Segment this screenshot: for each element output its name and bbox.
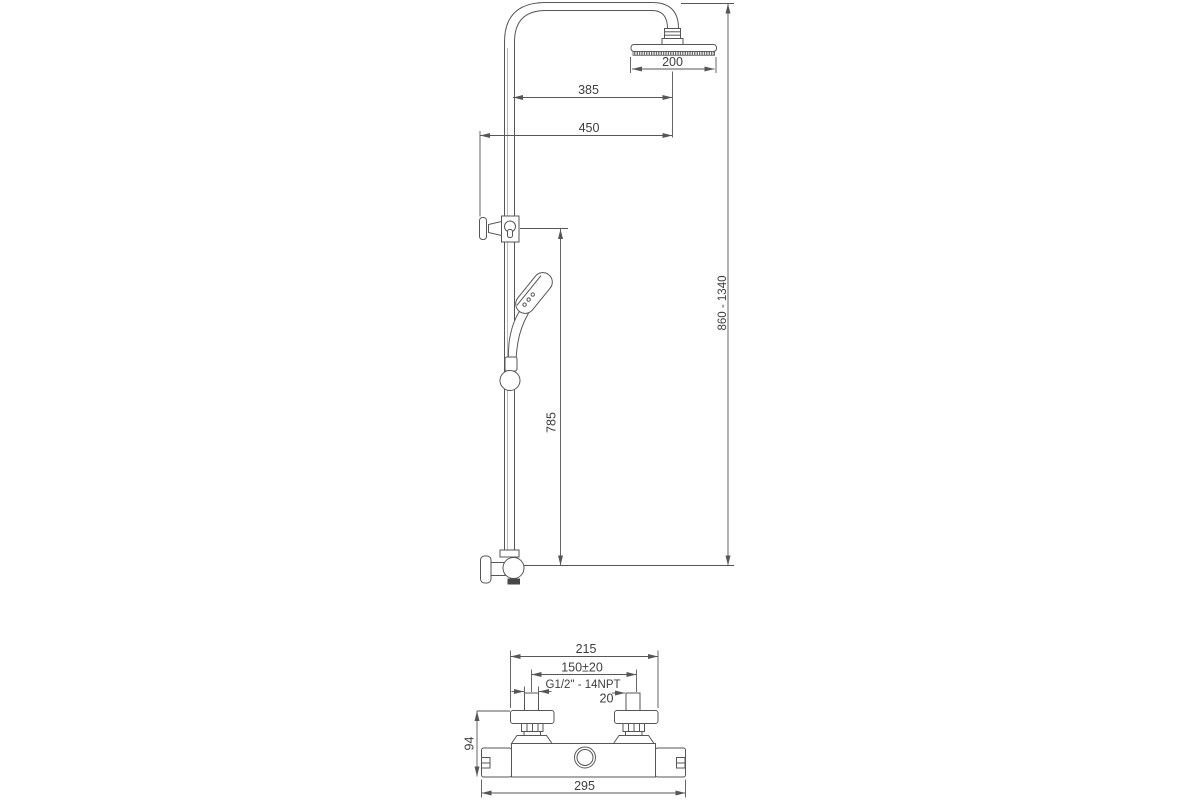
side-view xyxy=(480,3,735,585)
front-view xyxy=(463,642,686,798)
dimension-overall-width xyxy=(482,779,686,798)
right-boss xyxy=(614,736,655,744)
bracket-knob-disc xyxy=(480,218,487,240)
dim-label-150: 150±20 xyxy=(561,660,603,675)
head-connector-nut xyxy=(665,29,681,39)
slider-bracket xyxy=(480,216,520,242)
center-knob-outer xyxy=(575,747,596,768)
riser-pipe xyxy=(505,44,515,557)
bracket-knob-shaft xyxy=(489,222,502,236)
thread-spec-label: G1/2" - 14NPT xyxy=(545,679,621,691)
left-boss xyxy=(512,736,553,744)
riser-pipe-body xyxy=(505,44,514,557)
wall-elbow xyxy=(481,550,525,585)
elbow-ball-joint xyxy=(503,558,524,579)
left-inlet-pipe xyxy=(525,693,539,711)
shower-arm xyxy=(505,3,679,47)
mixer-body xyxy=(482,736,686,778)
dim-label-215: 215 xyxy=(575,642,597,656)
rail-slider-ball xyxy=(500,371,520,391)
hand-shower-head xyxy=(512,269,556,317)
dimension-inlet-size xyxy=(600,692,625,706)
bracket-slot xyxy=(508,230,513,238)
dim-label-450: 450 xyxy=(578,121,600,135)
right-inlet-pipe xyxy=(626,693,640,711)
dimension-head-width xyxy=(631,55,717,73)
dim-label-94: 94 xyxy=(462,736,477,751)
dim-label-20: 20 xyxy=(599,691,614,706)
right-escutcheon xyxy=(615,711,659,724)
dim-label-295: 295 xyxy=(574,779,595,793)
elbow-wall-flange xyxy=(481,556,492,583)
right-connection-nut xyxy=(623,724,645,737)
dim-label-385: 385 xyxy=(578,83,599,97)
shower-arm-fill xyxy=(505,3,679,47)
dim-label-200: 200 xyxy=(662,55,683,69)
elbow-outlet xyxy=(508,579,521,585)
left-escutcheon xyxy=(511,711,555,724)
shower-head-disc xyxy=(631,45,717,52)
left-connection-nut xyxy=(522,724,544,737)
hand-shower-holder xyxy=(505,357,517,371)
overhead-shower xyxy=(631,29,717,56)
dimension-overall-height xyxy=(524,4,734,566)
dim-label-785: 785 xyxy=(544,412,559,433)
elbow-step xyxy=(500,550,519,557)
dim-label-860-1340: 860 - 1340 xyxy=(717,275,729,331)
